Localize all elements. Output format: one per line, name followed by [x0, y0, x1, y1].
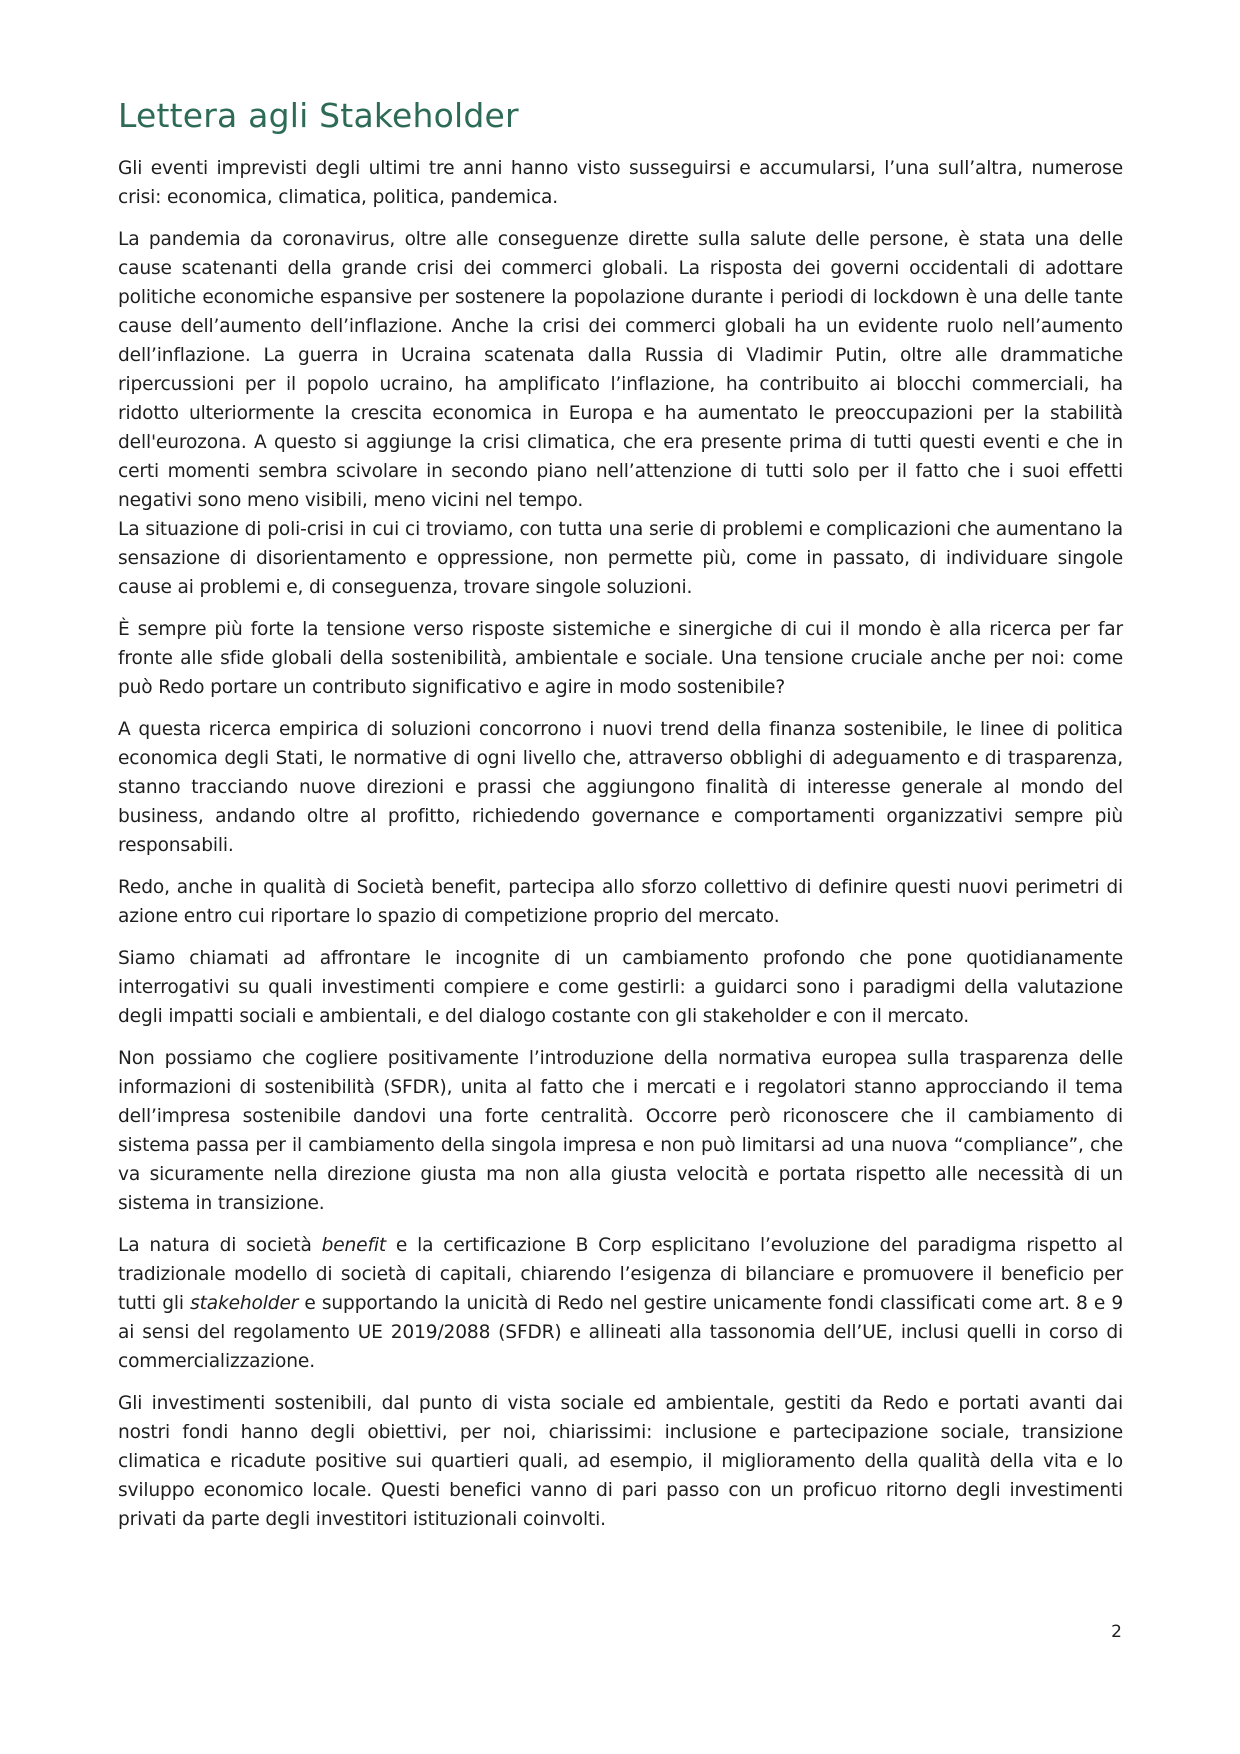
paragraph-investment-goals: Gli investimenti sostenibili, dal punto di vista sociale ed ambientale, gestiti da Redo e portati avanti dai nostri fondi hanno degli obiettivi, per noi, chiarissimi: inclusione e partecipazione sociale, transizione climatica e ricadute positive sui quartieri quali, ad esempio, il miglioramento della qualità della vita e lo sviluppo economico locale. Questi benefici vanno di pari passo con un proficuo ritorno degli investimenti privati da parte degli investitori istituzionali coinvolti. [118, 1393, 1123, 1530]
paragraph-systemic-responses: È sempre più forte la tensione verso risposte sistemiche e sinergiche di cui il mondo è alla ricerca per far fronte alle sfide globali della sostenibilità, ambientale e sociale. Una tensione cruciale anche per noi: come può Redo portare un contributo significativo e agire in modo sostenibile? [118, 619, 1123, 698]
paragraph-b-corp [118, 1231, 1123, 1376]
text-run: e supportando la unicità di Redo nel gestire unicamente fondi classificati come art. 8 e 9 ai sensi del regolamento UE 2019/2088 (SFDR) e allineati alla tassonomia dell’UE, inclusi quelli in corso di commercializzazione. [118, 1293, 1123, 1372]
letter-body [118, 154, 1123, 1547]
paragraph-pandemic: La pandemia da coronavirus, oltre alle conseguenze dirette sulla salute delle persone, è stata una delle cause scatenanti della grande crisi dei commerci globali. La risposta dei governi occidentali di adottare politiche economiche espansive per sostenere la popolazione durante i periodi di lockdown è una delle tante cause dell’aumento dell’inflazione. Anche la crisi dei commerci globali ha un evidente ruolo nell’aumento dell’inflazione. La guerra in Ucraina scatenata dalla Russia di Vladimir Putin, oltre alle drammatiche ripercussioni per il popolo ucraino, ha amplificato l’inflazione, ha contribuito ai blocchi commerciali, ha ridotto ulteriormente la crescita economica in Europa e ha aumentato le preoccupazioni per la stabilità dell'eurozona. A questo si aggiunge la crisi climatica, che era presente prima di tutti questi eventi e che in certi momenti sembra scivolare in secondo piano nell’attenzione di tutti solo per il fatto che i suoi effetti negativi sono meno visibili, meno vicini nel tempo. [118, 229, 1123, 511]
paragraph-deep-change: Siamo chiamati ad affrontare le incognite di un cambiamento profondo che pone quotidianamente interrogativi su quali investimenti compiere e come gestirli: a guidarci sono i paradigmi della valutazione degli impatti sociali e ambientali, e del dialogo costante con gli stakeholder e con il mercato. [118, 948, 1123, 1027]
italic-term-stakeholder: stakeholder [190, 1293, 299, 1314]
paragraph-benefit-company: Redo, anche in qualità di Società benefit, partecipa allo sforzo collettivo di definire questi nuovi perimetri di azione entro cui riportare lo spazio di competizione proprio del mercato. [118, 877, 1123, 927]
page-number: 2 [1111, 1622, 1122, 1642]
page-title: Lettera agli Stakeholder [118, 96, 519, 135]
paragraph-sustainable-finance: A questa ricerca empirica di soluzioni concorrono i nuovi trend della finanza sostenibile, le linee di politica economica degli Stati, le normative di ogni livello che, attraverso obblighi di adeguamento e di trasparenza, stanno tracciando nuove direzioni e prassi che aggiungono finalità di interesse generale al mondo del business, andando oltre al profitto, richiedendo governance e comportamenti organizzativi sempre più responsabili. [118, 719, 1123, 856]
italic-term-benefit: benefit [321, 1235, 387, 1256]
text-run: La natura di società [118, 1235, 322, 1256]
paragraph-polycrisis: La situazione di poli-crisi in cui ci troviamo, con tutta una serie di problemi e complicazioni che aumentano la sensazione di disorientamento e oppressione, non permette più, come in passato, di individuare singole cause ai problemi e, di conseguenza, trovare singole soluzioni. [118, 519, 1123, 598]
paragraph-sfdr: Non possiamo che cogliere positivamente l’introduzione della normativa europea sulla trasparenza delle informazioni di sostenibilità (SFDR), unita al fatto che i mercati e i regolatori stanno approcciando il tema dell’impresa sostenibile dandovi una forte centralità. Occorre però riconoscere che il cambiamento di sistema passa per il cambiamento della singola impresa e non può limitarsi ad una nuova “compliance”, che va sicuramente nella direzione giusta ma non alla giusta velocità e portata rispetto alle necessità di un sistema in transizione. [118, 1048, 1123, 1214]
paragraph-intro: Gli eventi imprevisti degli ultimi tre anni hanno visto susseguirsi e accumularsi, l’una sull’altra, numerose crisi: economica, climatica, politica, pandemica. [118, 158, 1123, 208]
text-run: e la certificazione B Corp esplicitano l’evoluzione del paradigma rispetto al tradizionale modello di società di capitali, chiarendo l’esigenza di bilanciare e promuovere il beneficio per tutti gli [118, 1235, 1123, 1314]
